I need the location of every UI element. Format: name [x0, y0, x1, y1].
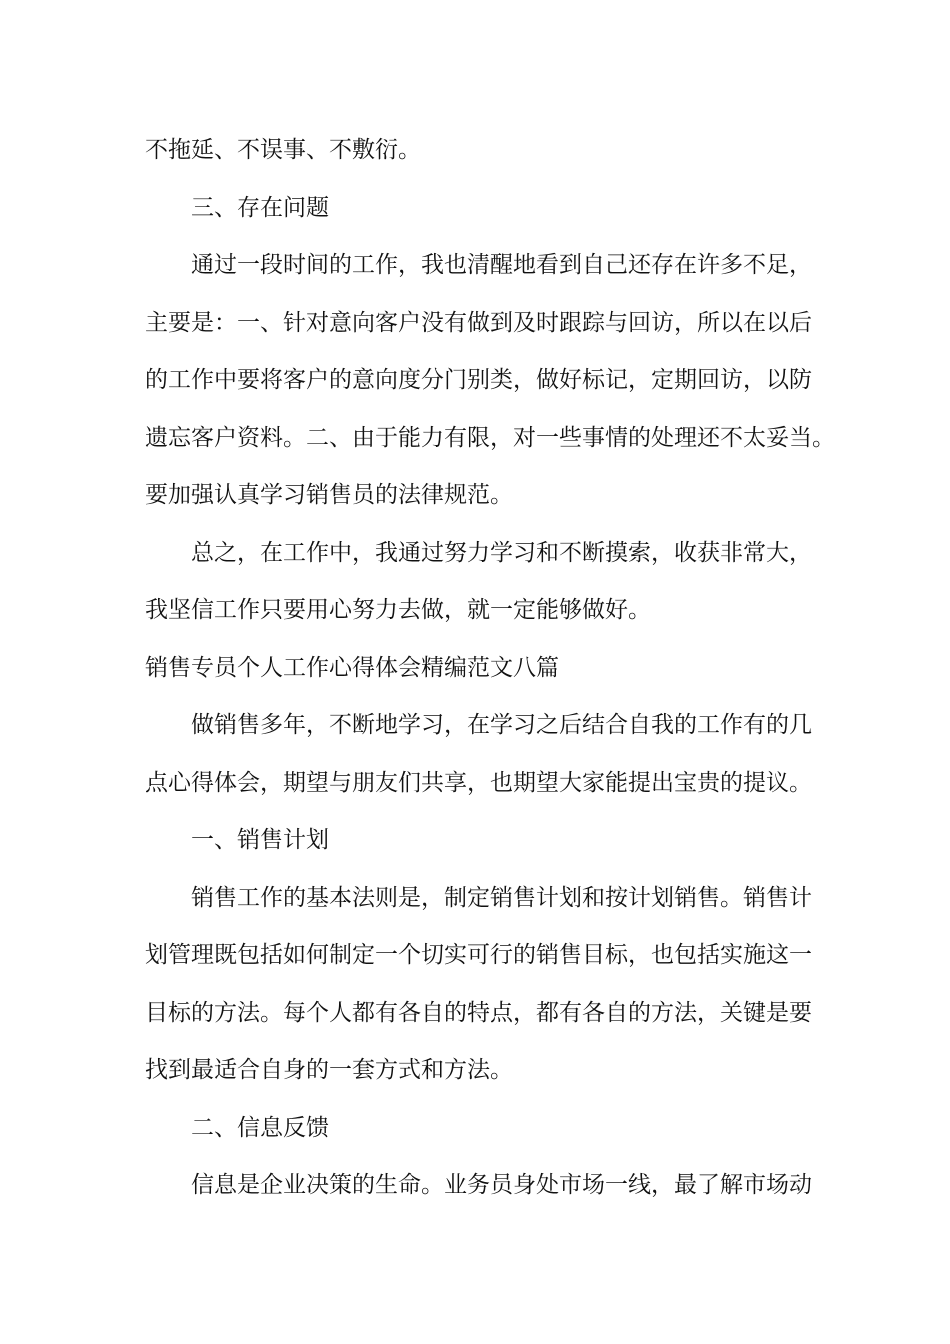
text-line: 找到最适合自身的一套方式和方法。 — [145, 1057, 513, 1083]
section-heading-sales-plan: 一、销售计划 — [191, 827, 329, 853]
section-heading-problems: 三、存在问题 — [191, 194, 329, 221]
section-heading-feedback: 二、信息反馈 — [191, 1114, 329, 1141]
text-line: 要加强认真学习销售员的法律规范。 — [145, 482, 513, 508]
text-line: 做销售多年，不断地学习，在学习之后结合自我的工作有的几 — [191, 712, 812, 738]
text-line: 通过一段时间的工作，我也清醒地看到自己还存在许多不足， — [191, 252, 812, 278]
text-line: 的工作中要将客户的意向度分门别类，做好标记，定期回访，以防 — [145, 367, 812, 393]
text-line: 划管理既包括如何制定一个切实可行的销售目标，也包括实施这一 — [145, 942, 812, 968]
text-line: 不拖延、不误事、不敷衍。 — [145, 137, 421, 163]
article-title: 销售专员个人工作心得体会精编范文八篇 — [145, 654, 559, 681]
text-line: 点心得体会，期望与朋友们共享，也期望大家能提出宝贵的提议。 — [145, 769, 812, 796]
text-line: 总之，在工作中，我通过努力学习和不断摸索，收获非常大， — [191, 539, 812, 566]
text-line: 目标的方法。每个人都有各自的特点，都有各自的方法，关键是要 — [145, 999, 812, 1026]
text-line: 遗忘客户资料。二、由于能力有限，对一些事情的处理还不太妥当。 — [145, 424, 835, 451]
document-body — [145, 129, 835, 1222]
text-line: 主要是：一、针对意向客户没有做到及时跟踪与回访，所以在以后 — [145, 309, 812, 336]
text-line: 我坚信工作只要用心努力去做，就一定能够做好。 — [145, 597, 651, 623]
text-line: 销售工作的基本法则是，制定销售计划和按计划销售。销售计 — [191, 884, 812, 911]
text-line: 信息是企业决策的生命。业务员身处市场一线，最了解市场动 — [191, 1172, 812, 1198]
